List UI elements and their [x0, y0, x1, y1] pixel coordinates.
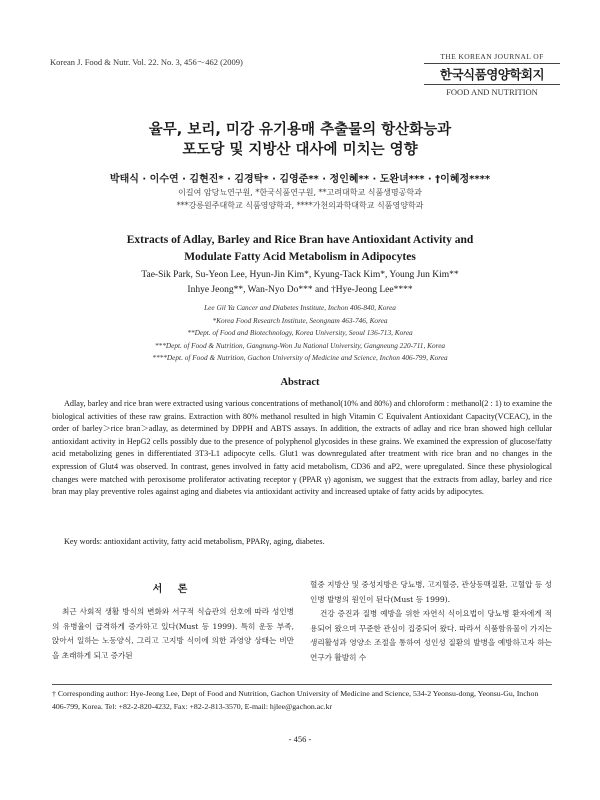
corresponding-author-footnote: † Corresponding author: Hye-Jeong Lee, Dept of Food and Nutrition, Gachon University of Medicine and Science, 534-2 Yeonsu-dong, Yeonsu-Gu, Inchon 406-799, Korea. Tel: +82-2-820-4232, Fax: +82-2-813-3570, E-mail: hjlee@gachon.ac.kr [52, 689, 539, 711]
english-affiliation-line: **Dept. of Food and Biotechnology, Korea University, Seoul 136-713, Korea [187, 328, 413, 337]
english-title-line-2: Modulate Fatty Acid Metabolism in Adipocytes [184, 251, 416, 263]
english-authors-line-2: Inhye Jeong**, Wan-Nyo Do*** and †Hye-Jeong Lee**** [187, 285, 413, 295]
introduction-heading: 서 론 [152, 584, 194, 595]
introduction-paragraph-continued: 혈중 지방산 및 중성지방은 당뇨병, 고지혈증, 관상동맥질환, 고혈압 등 성인병 발병의 원인이 된다(Must 등 1999). [310, 580, 552, 604]
korean-affiliation-line-2: ***강릉원주대학교 식품영양학과, ****가천의과학대학교 식품영양학과 [176, 201, 424, 210]
right-column [310, 578, 552, 666]
abstract-heading: Abstract [280, 377, 320, 388]
english-affiliations [0, 302, 600, 365]
left-column [52, 580, 294, 663]
korean-affiliations [0, 186, 600, 212]
logo-line-1: THE KOREAN JOURNAL OF [440, 52, 544, 61]
korean-affiliation-line-1: 이길여 암당뇨연구원, *한국식품연구원, **고려대학교 식품생명공학과 [178, 188, 422, 197]
korean-title-line-1: 율무, 보리, 미강 유기용매 추출물의 항산화능과 [148, 122, 452, 138]
introduction-paragraph: 건강 증진과 질병 예방을 위한 자연식 식이요법이 당뇨병 환자에게 적용되어 왔으며 꾸준한 관심이 집중되어 왔다. 따라서 식품함유물이 가지는 생리활성과 영양소 조절을 통하여 성인성 질환의 발병을 예방하고자 하는 연구가 활발히 수 [310, 609, 552, 662]
korean-title [0, 120, 600, 160]
keywords: Key words: antioxidant activity, fatty acid metabolism, PPARγ, aging, diabetes. [64, 537, 325, 546]
journal-logo [424, 52, 560, 97]
logo-line-2: 한국식품영양학회지 [424, 63, 560, 85]
english-title [0, 232, 600, 266]
logo-line-3: FOOD AND NUTRITION [446, 87, 538, 97]
page-number: - 456 - [288, 734, 312, 744]
introduction-paragraph: 최근 사회적 생활 방식의 변화와 서구적 식습관의 선호에 따라 성인병의 유병율이 급격하게 증가하고 있다(Must 등 1999). 특히 운동 부족, 앉아서 일하는 노동양식, 그리고 고지방 식이에 의한 과영양 상태는 비만을 초래하게 되고 증가된 [52, 607, 294, 660]
english-authors-line-1: Tae-Sik Park, Su-Yeon Lee, Hyun-Jin Kim*, Kyung-Tack Kim*, Young Jun Kim** [141, 270, 459, 280]
english-affiliation-line: ***Dept. of Food & Nutrition, Gangnung-Won Ju National University, Gangneung 220-711, Korea [154, 340, 446, 350]
abstract-body: Adlay, barley and rice bran were extracted using various concentrations of methanol(10% and 80%) and chloroform : methanol(2 : 1) to examine the biological activities of these raw grains. Extraction with 80% methanol resulted in high Vitamin C Equivalent Antioxidant Capacity(VCEAC), in the order of barley＞rice bran＞adlay, as determined by DPPH and ABTS assays. In addition, the extracts of adlay and rice bran showed high cellular antioxidant activity in HepG2 cells possibly due to the presence of polyphenol glycosides in these grains. We examined the expression of glucose/fatty acid metabolizing genes in differentiated 3T3-L1 adipocyte cells. Glut1 was downregulated after treatment with rice bran and no changes in the expression of Glut4 was observed. In contrast, genes involved in fatty acid metabolism, CD36 and aP2, were upregulated. Since these physiological changes were matched with peroxisome proliferator activating receptor γ (PPAR γ) agonism, we suggest that the extracts from adlay, barley and rice bran may play preventive roles against aging and diabetes via antioxidant activity and increased uptake of fatty acids by adipocytes. [52, 399, 552, 497]
english-authors [0, 268, 600, 298]
english-affiliation-line: *Korea Food Research Institute, Seongnam 463-746, Korea [212, 315, 388, 325]
korean-title-line-2: 포도당 및 지방산 대사에 미치는 영향 [182, 142, 418, 158]
english-affiliation-line: ****Dept. of Food & Nutrition, Gachon University of Medicine and Science, Inchon 406-799, Korea [152, 353, 448, 362]
footnote-divider [52, 684, 552, 685]
english-affiliation-line: Lee Gil Ya Cancer and Diabetes Institute, Inchon 406-840, Korea [204, 303, 396, 312]
korean-authors: 박태식 · 이수연 · 김현진* · 김경탁* · 김영준** · 정인혜** · 도완녀*** · †이혜정**** [109, 174, 491, 185]
journal-reference: Korean J. Food & Nutr. Vol. 22. No. 3, 456～462 (2009) [50, 57, 243, 67]
english-title-line-1: Extracts of Adlay, Barley and Rice Bran have Antioxidant Activity and [126, 234, 474, 246]
